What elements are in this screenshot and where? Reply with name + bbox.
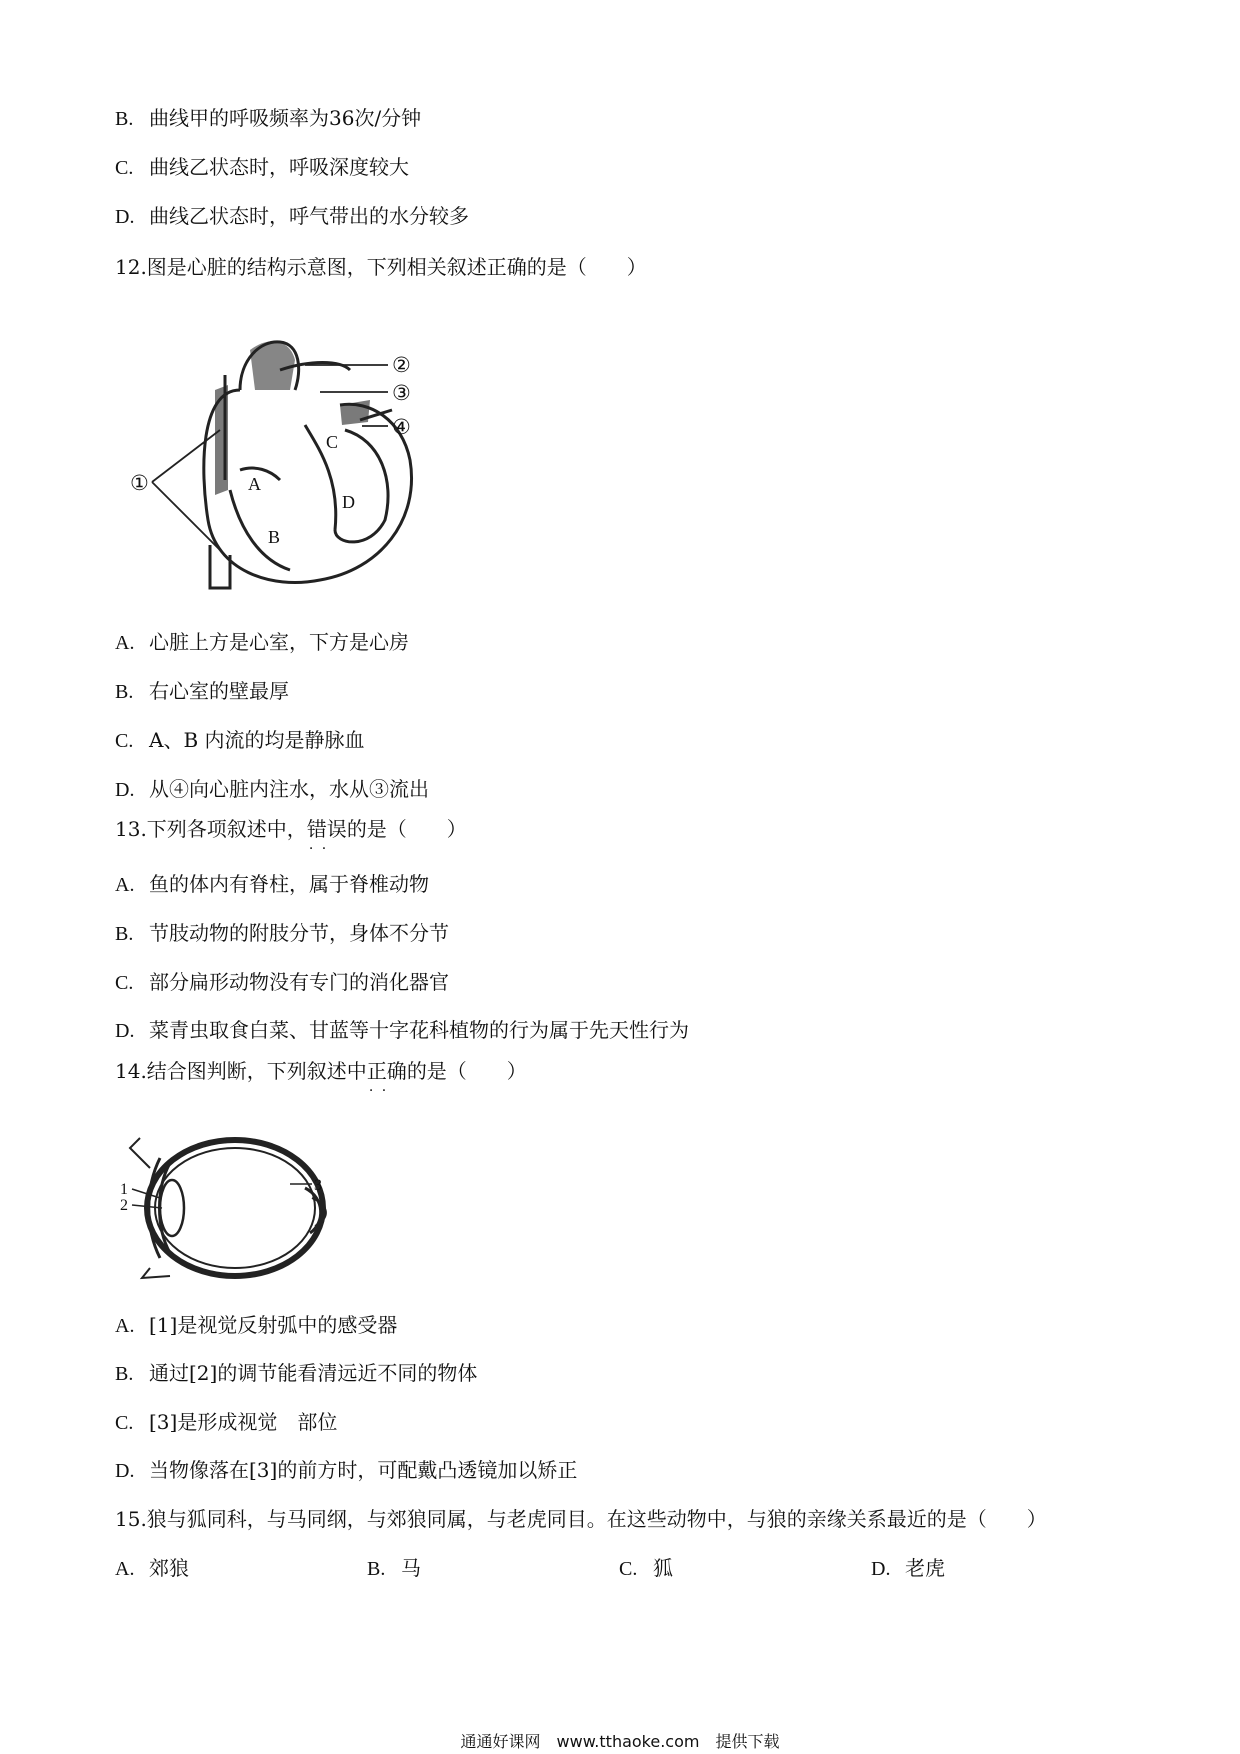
q12-option-b: B. 右心室的壁最厚 [115, 679, 289, 703]
q12-option-c: C. A、B 内流的均是静脉血 [115, 728, 365, 752]
label-1: ① [130, 471, 149, 495]
label-a: A [248, 474, 261, 494]
label-b: B [268, 527, 281, 547]
eye-diagram [120, 1128, 330, 1288]
q15-options [115, 1554, 1115, 1582]
q11-option-b: B. 曲线甲的呼吸频率为36次/分钟 [115, 106, 422, 130]
q14-option-c: C. [3]是形成视觉 部位 [115, 1410, 338, 1434]
label-2: ② [392, 353, 411, 377]
q15-option-a: A. 郊狼 [115, 1556, 189, 1580]
q11-option-d: D. 曲线乙状态时，呼气带出的水分较多 [115, 204, 469, 228]
q13-option-d: D. 菜青虫取食白菜、甘蓝等十字花科植物的行为属于先天性行为 [115, 1018, 689, 1042]
q14-stem: 14.结合图判断，下列叙述中正确 · ·的是（ ） [115, 1057, 527, 1085]
q15-option-d: D. 老虎 [871, 1556, 945, 1580]
eye-label-3: 3 [314, 1177, 322, 1194]
label-d: D [342, 492, 355, 512]
q13-option-c: C. 部分扁形动物没有专门的消化器官 [115, 970, 449, 994]
label-4: ④ [392, 415, 411, 439]
label-c: C [326, 432, 339, 452]
q15-stem: 15.狼与狐同科，与马同纲，与郊狼同属，与老虎同目。在这些动物中，与狼的亲缘关系最近的是（ ） [115, 1507, 1047, 1531]
q13-option-b: B. 节肢动物的附肢分节，身体不分节 [115, 921, 449, 945]
q12-option-d: D. 从④向心脏内注水，水从③流出 [115, 777, 429, 801]
page-footer: 通通好课网 www.tthaoke.com 提供下载 [460, 1732, 780, 1751]
q13-stem: 13.下列各项叙述中，错误 · ·的是（ ） [115, 815, 467, 843]
q15-option-c: C. 狐 [619, 1556, 673, 1580]
q14-option-a: A. [1]是视觉反射弧中的感受器 [115, 1313, 398, 1337]
heart-diagram [130, 330, 450, 600]
q15-option-b: B. 马 [367, 1556, 421, 1580]
q13-option-a: A. 鱼的体内有脊柱，属于脊椎动物 [115, 872, 429, 896]
q13-emphasis: 错误 · · [307, 815, 347, 843]
q14-option-b: B. 通过[2]的调节能看清远近不同的物体 [115, 1361, 478, 1385]
label-3: ③ [392, 381, 411, 405]
q12-option-a: A. 心脏上方是心室，下方是心房 [115, 630, 409, 654]
q14-option-d: D. 当物像落在[3]的前方时，可配戴凸透镜加以矫正 [115, 1458, 578, 1482]
q14-emphasis: 正确 · · [367, 1057, 407, 1085]
q12-stem: 12.图是心脏的结构示意图，下列相关叙述正确的是（ ） [115, 255, 647, 279]
q11-option-c: C. 曲线乙状态时，呼吸深度较大 [115, 155, 409, 179]
eye-label-2: 2 [120, 1197, 128, 1214]
eye-label-1: 1 [120, 1181, 128, 1198]
